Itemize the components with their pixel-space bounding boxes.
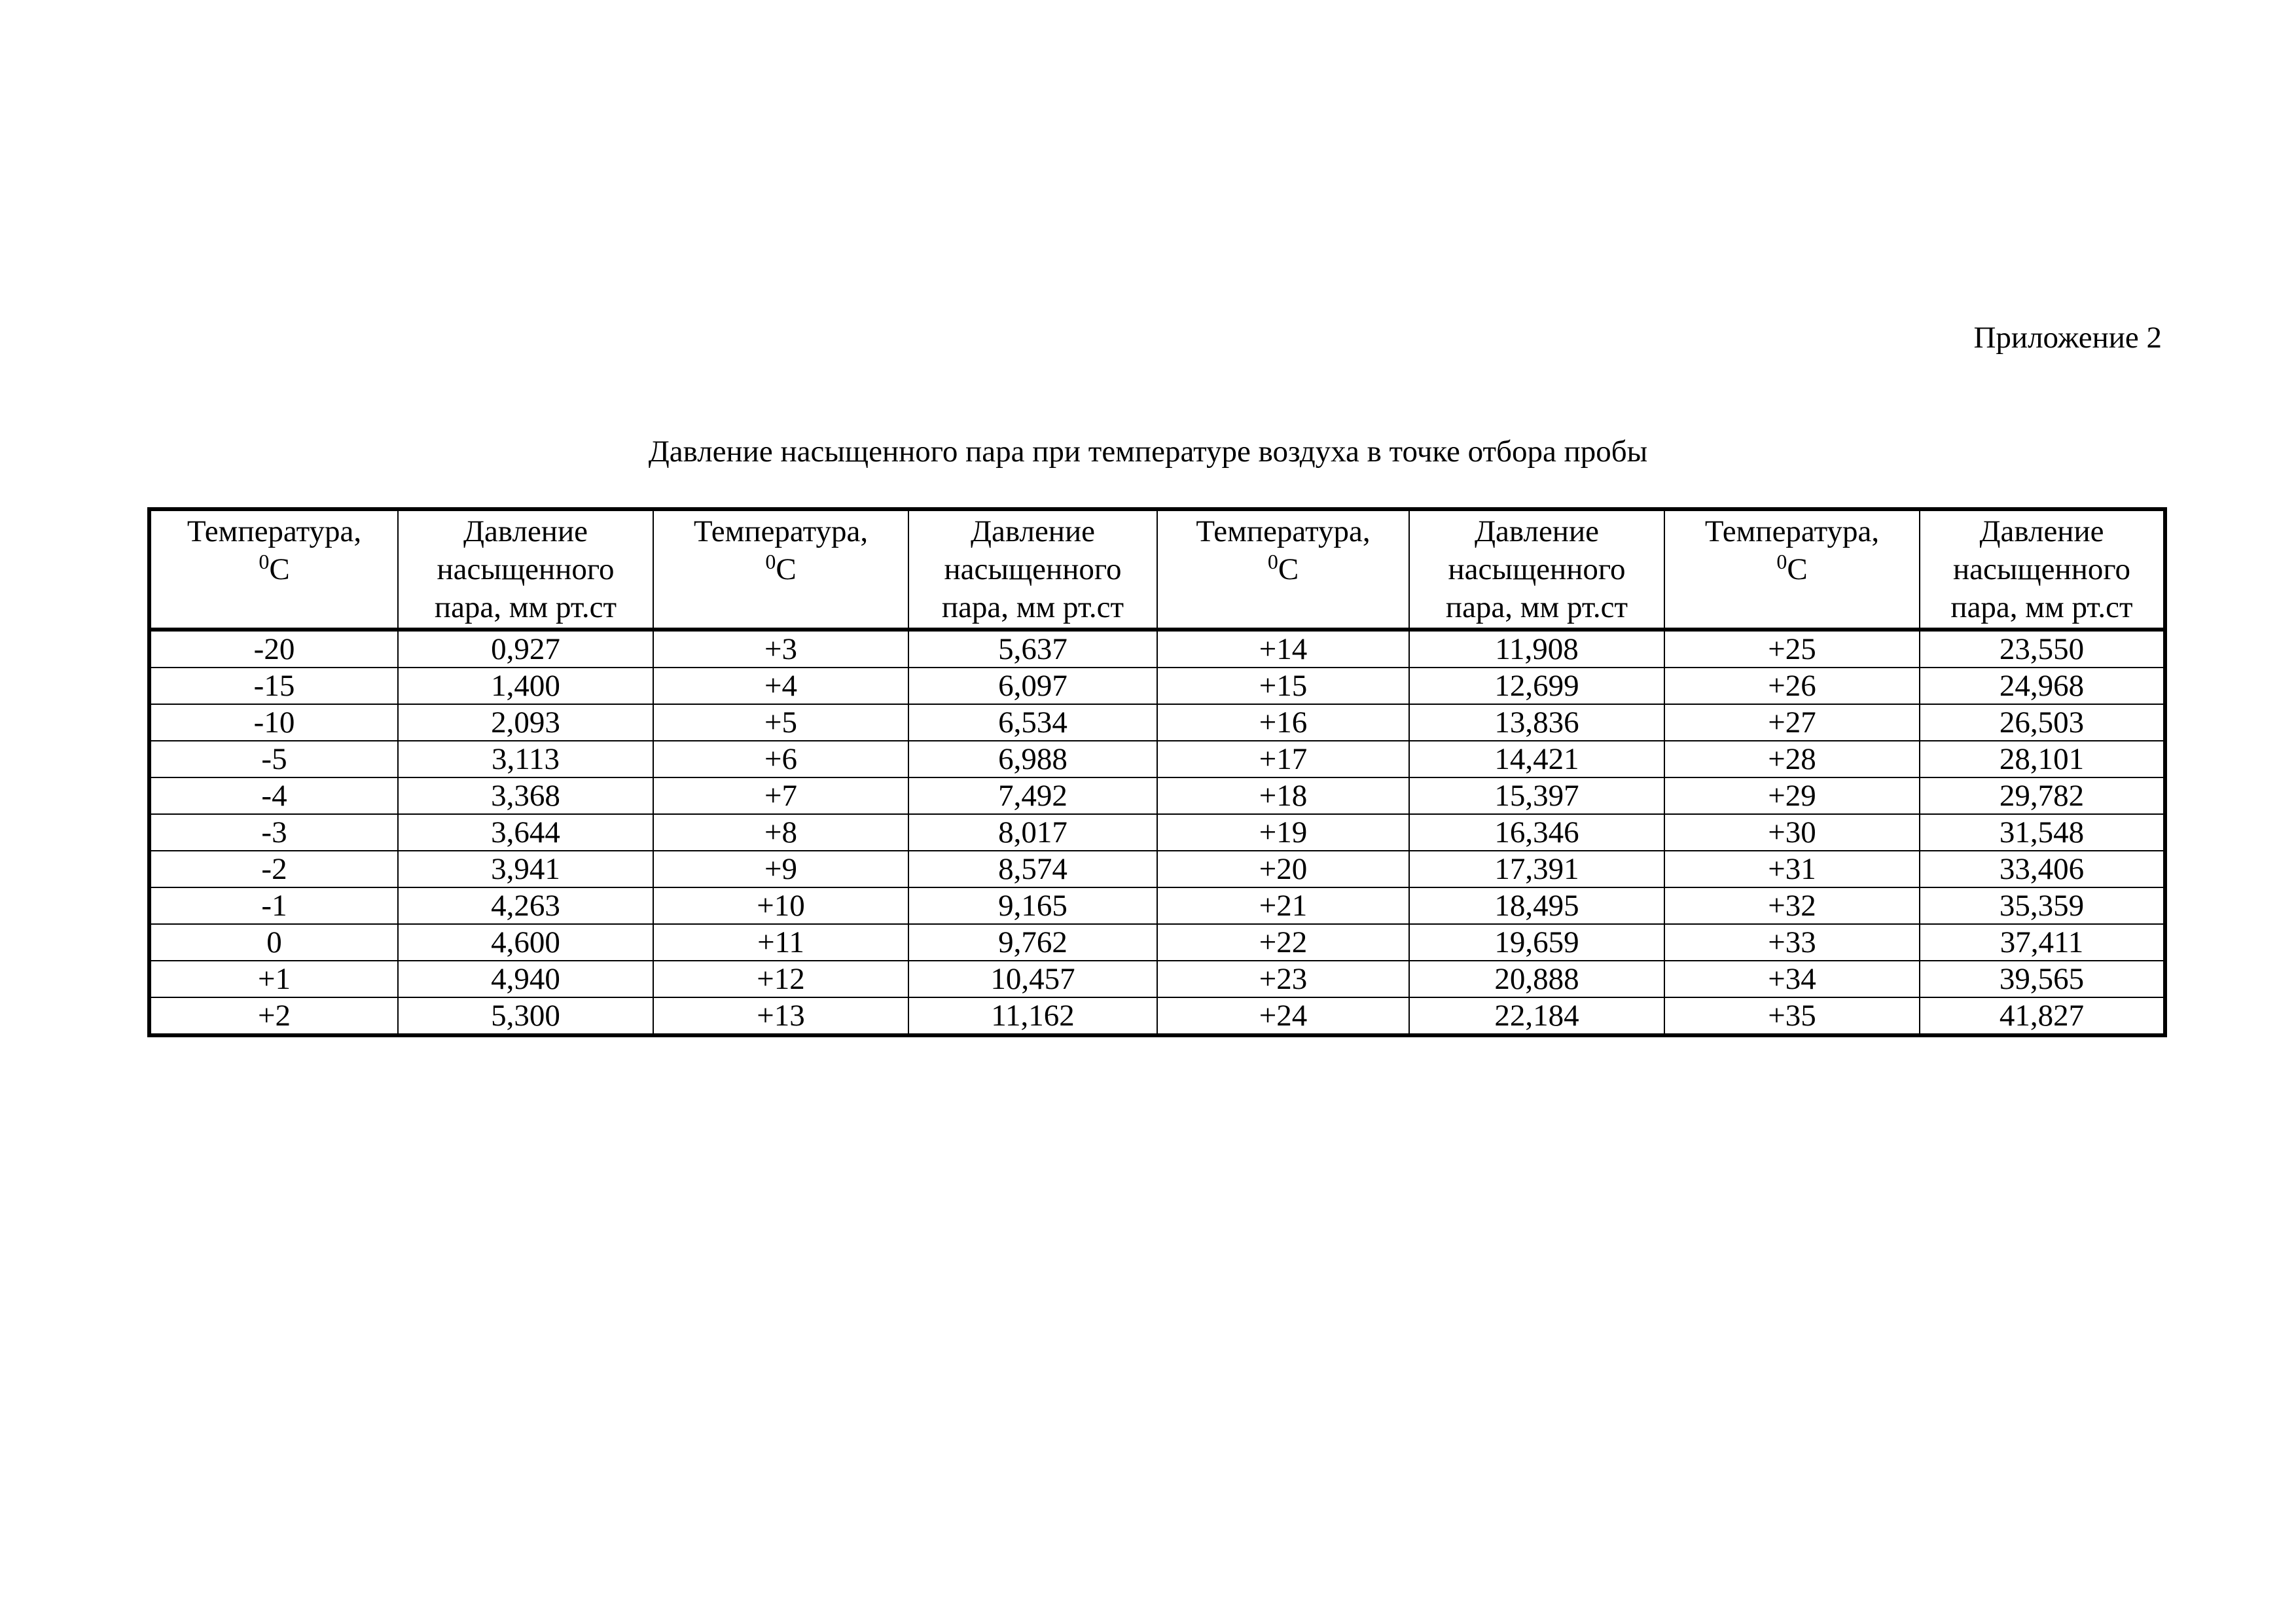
pressure-cell: 7,492 [908, 777, 1157, 814]
degree-sup: 0 [765, 550, 776, 573]
temperature-cell: -10 [149, 704, 398, 741]
header-pressure-line3: пара, мм рт.ст [941, 590, 1124, 624]
header-pressure [398, 509, 653, 630]
header-temperature [1664, 509, 1920, 630]
table-row [149, 851, 2165, 887]
pressure-cell: 41,827 [1920, 997, 2165, 1035]
table-row [149, 997, 2165, 1035]
header-pressure-line2: насыщенного [1448, 552, 1626, 586]
header-temperature-label: Температура, [1704, 514, 1880, 548]
pressure-cell: 15,397 [1409, 777, 1664, 814]
pressure-cell: 10,457 [908, 961, 1157, 997]
temperature-cell: +29 [1664, 777, 1920, 814]
temperature-cell: +15 [1157, 668, 1409, 704]
pressure-cell: 8,017 [908, 814, 1157, 851]
header-pressure-line3: пара, мм рт.ст [434, 590, 617, 624]
temperature-cell: +3 [653, 630, 908, 668]
pressure-cell: 9,165 [908, 887, 1157, 924]
table-body [149, 630, 2165, 1035]
temperature-cell: +32 [1664, 887, 1920, 924]
temperature-cell: +31 [1664, 851, 1920, 887]
temperature-cell: +5 [653, 704, 908, 741]
pressure-cell: 11,908 [1409, 630, 1664, 668]
temperature-cell: -2 [149, 851, 398, 887]
temperature-cell: +9 [653, 851, 908, 887]
header-pressure-line2: насыщенного [437, 552, 615, 586]
pressure-cell: 22,184 [1409, 997, 1664, 1035]
temperature-cell: +17 [1157, 741, 1409, 777]
header-pressure [908, 509, 1157, 630]
pressure-cell: 6,988 [908, 741, 1157, 777]
table-row [149, 961, 2165, 997]
pressure-cell: 20,888 [1409, 961, 1664, 997]
header-temperature [653, 509, 908, 630]
vapor-pressure-table [147, 507, 2167, 1037]
header-pressure-line1: Давление [463, 514, 588, 548]
temperature-cell: 0 [149, 924, 398, 961]
pressure-cell: 1,400 [398, 668, 653, 704]
pressure-cell: 24,968 [1920, 668, 2165, 704]
pressure-cell: 23,550 [1920, 630, 2165, 668]
temperature-cell: -1 [149, 887, 398, 924]
temperature-cell: +2 [149, 997, 398, 1035]
header-temperature-label: Температура, [1196, 514, 1371, 548]
pressure-cell: 3,941 [398, 851, 653, 887]
header-pressure-line3: пара, мм рт.ст [1950, 590, 2133, 624]
pressure-cell: 3,113 [398, 741, 653, 777]
temperature-cell: +6 [653, 741, 908, 777]
header-row [149, 509, 2165, 630]
pressure-cell: 13,836 [1409, 704, 1664, 741]
temperature-cell: +19 [1157, 814, 1409, 851]
temperature-cell: +12 [653, 961, 908, 997]
header-temperature-label: Температура, [187, 514, 362, 548]
temperature-cell: +21 [1157, 887, 1409, 924]
table-row [149, 630, 2165, 668]
pressure-cell: 9,762 [908, 924, 1157, 961]
temperature-cell: -20 [149, 630, 398, 668]
header-temperature [149, 509, 398, 630]
header-temperature-unit: C [1278, 552, 1299, 586]
temperature-cell: +27 [1664, 704, 1920, 741]
temperature-cell: +28 [1664, 741, 1920, 777]
pressure-cell: 4,940 [398, 961, 653, 997]
temperature-cell: +35 [1664, 997, 1920, 1035]
pressure-cell: 0,927 [398, 630, 653, 668]
table-row [149, 887, 2165, 924]
pressure-cell: 12,699 [1409, 668, 1664, 704]
temperature-cell: +24 [1157, 997, 1409, 1035]
table-header [149, 509, 2165, 630]
pressure-cell: 3,368 [398, 777, 653, 814]
temperature-cell: +30 [1664, 814, 1920, 851]
table-row [149, 814, 2165, 851]
table-row [149, 741, 2165, 777]
pressure-cell: 2,093 [398, 704, 653, 741]
header-temperature-unit: C [776, 552, 797, 586]
pressure-cell: 5,300 [398, 997, 653, 1035]
temperature-cell: +25 [1664, 630, 1920, 668]
temperature-cell: +8 [653, 814, 908, 851]
pressure-cell: 26,503 [1920, 704, 2165, 741]
pressure-cell: 4,600 [398, 924, 653, 961]
temperature-cell: -4 [149, 777, 398, 814]
temperature-cell: +4 [653, 668, 908, 704]
pressure-cell: 33,406 [1920, 851, 2165, 887]
header-pressure-line1: Давление [1979, 514, 2104, 548]
header-pressure-line2: насыщенного [1953, 552, 2130, 586]
temperature-cell: -3 [149, 814, 398, 851]
header-temperature-unit: C [1787, 552, 1808, 586]
pressure-cell: 37,411 [1920, 924, 2165, 961]
pressure-cell: 11,162 [908, 997, 1157, 1035]
temperature-cell: +7 [653, 777, 908, 814]
header-pressure-line3: пара, мм рт.ст [1445, 590, 1628, 624]
temperature-cell: +20 [1157, 851, 1409, 887]
degree-sup: 0 [259, 550, 270, 573]
header-pressure-line2: насыщенного [944, 552, 1122, 586]
pressure-cell: 6,097 [908, 668, 1157, 704]
appendix-label: Приложение 2 [1973, 321, 2162, 355]
temperature-cell: +11 [653, 924, 908, 961]
temperature-cell: +18 [1157, 777, 1409, 814]
pressure-cell: 19,659 [1409, 924, 1664, 961]
pressure-cell: 39,565 [1920, 961, 2165, 997]
degree-sup: 0 [1776, 550, 1787, 573]
header-temperature-unit: C [269, 552, 290, 586]
table-row [149, 777, 2165, 814]
pressure-cell: 29,782 [1920, 777, 2165, 814]
pressure-cell: 35,359 [1920, 887, 2165, 924]
temperature-cell: +26 [1664, 668, 1920, 704]
pressure-cell: 4,263 [398, 887, 653, 924]
table-row [149, 668, 2165, 704]
header-pressure [1920, 509, 2165, 630]
temperature-cell: +23 [1157, 961, 1409, 997]
temperature-cell: +1 [149, 961, 398, 997]
pressure-cell: 8,574 [908, 851, 1157, 887]
table-row [149, 924, 2165, 961]
temperature-cell: +13 [653, 997, 908, 1035]
pressure-cell: 14,421 [1409, 741, 1664, 777]
pressure-cell: 5,637 [908, 630, 1157, 668]
pressure-cell: 17,391 [1409, 851, 1664, 887]
temperature-cell: +34 [1664, 961, 1920, 997]
pressure-cell: 18,495 [1409, 887, 1664, 924]
header-temperature-label: Температура, [693, 514, 869, 548]
temperature-cell: +16 [1157, 704, 1409, 741]
temperature-cell: -15 [149, 668, 398, 704]
table-title: Давление насыщенного пара при температуре воздуха в точке отбора пробы [648, 435, 1648, 469]
header-pressure-line1: Давление [971, 514, 1095, 548]
pressure-cell: 28,101 [1920, 741, 2165, 777]
pressure-cell: 3,644 [398, 814, 653, 851]
temperature-cell: -5 [149, 741, 398, 777]
temperature-cell: +10 [653, 887, 908, 924]
header-temperature [1157, 509, 1409, 630]
header-pressure [1409, 509, 1664, 630]
pressure-cell: 31,548 [1920, 814, 2165, 851]
degree-sup: 0 [1267, 550, 1278, 573]
temperature-cell: +22 [1157, 924, 1409, 961]
header-pressure-line1: Давление [1475, 514, 1599, 548]
table-row [149, 704, 2165, 741]
temperature-cell: +14 [1157, 630, 1409, 668]
pressure-cell: 16,346 [1409, 814, 1664, 851]
temperature-cell: +33 [1664, 924, 1920, 961]
pressure-cell: 6,534 [908, 704, 1157, 741]
